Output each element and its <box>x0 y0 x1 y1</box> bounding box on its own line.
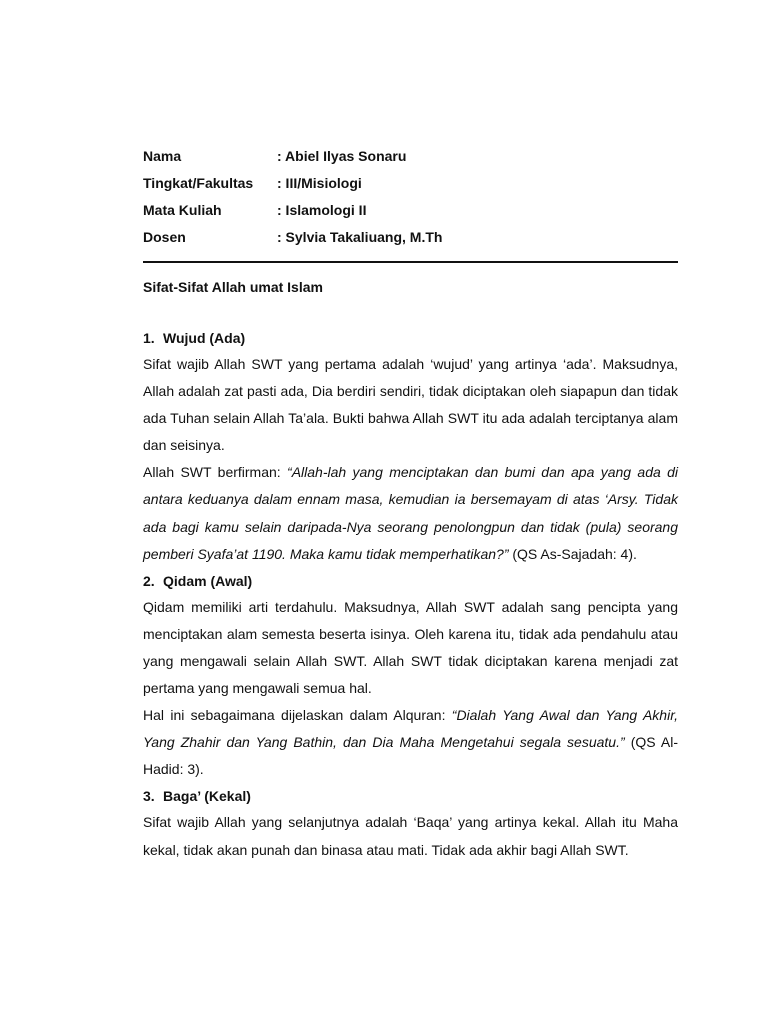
info-value: : Sylvia Takaliuang, M.Th <box>277 229 443 245</box>
section-heading-qidam <box>143 568 678 594</box>
info-row-dosen <box>143 224 678 251</box>
info-row-tingkat-fakultas <box>143 170 678 197</box>
section-heading-baqa <box>143 783 678 809</box>
paragraph-with-quote <box>143 459 678 567</box>
paragraph-with-quote <box>143 702 678 783</box>
section-title: Qidam (Awal) <box>163 572 253 589</box>
info-value: : III/Misiologi <box>277 175 362 191</box>
section-title: Wujud (Ada) <box>163 330 246 346</box>
section-heading-wujud <box>143 325 678 351</box>
quran-quote: “Dialah Yang Awal dan Yang Akhir, Yang Zhahir dan Yang Bathin, dan Dia Maha Mengetahui segala sesuatu.” <box>143 707 678 751</box>
section-number: 3. <box>143 788 155 805</box>
paragraph: Sifat wajib Allah SWT yang pertama adalah ‘wujud’ yang artinya ‘ada’. Maksudnya, Allah adalah zat pasti ada, Dia berdiri sendiri, tidak diciptakan oleh siapapun dan tidak ada Tuhan selain Allah Ta’ala. Bukti bahwa Allah SWT itu ada adalah terciptanya alam dan seisinya. <box>143 356 678 454</box>
info-row-nama <box>143 143 678 170</box>
quote-intro: Hal ini sebagaimana dijelaskan dalam Alquran: <box>143 707 452 724</box>
info-value: : Abiel Ilyas Sonaru <box>277 148 407 164</box>
quote-reference: (QS Al-Hadid: 3). <box>143 734 678 778</box>
horizontal-divider <box>143 261 678 263</box>
paragraph: Sifat wajib Allah yang selanjutnya adalah ‘Baqa’ yang artinya kekal. Allah itu Maha kekal, tidak akan punah dan binasa atau mati. Tidak ada akhir bagi Allah SWT. <box>143 814 678 858</box>
student-info-table <box>143 143 678 251</box>
info-label: Mata Kuliah <box>143 202 222 218</box>
info-row-mata-kuliah <box>143 197 678 224</box>
info-label: Tingkat/Fakultas <box>143 175 254 191</box>
paragraph: Qidam memiliki arti terdahulu. Maksudnya, Allah SWT adalah sang pencipta yang menciptakan alam semesta beserta isinya. Oleh karena itu, tidak ada pendahulu atau yang mengawali selain Allah SWT. Allah SWT tidak diciptakan karena menjadi zat pertama yang mengawali semua hal. <box>143 598 678 697</box>
section-number: 2. <box>143 572 155 589</box>
info-label: Nama <box>143 148 182 164</box>
document-title: Sifat-Sifat Allah umat Islam <box>143 279 323 295</box>
section-title: Baga’ (Kekal) <box>163 788 251 805</box>
section-number: 1. <box>143 330 155 346</box>
quote-intro: Allah SWT berfirman: <box>143 464 288 481</box>
quote-reference: (QS As-Sajadah: 4). <box>508 545 637 562</box>
info-label: Dosen <box>143 229 186 245</box>
quran-quote: “Allah-lah yang menciptakan dan bumi dan apa yang ada di antara keduanya dalam ennam masa, kemudian ia bersemayam di atas ‘Arsy. Tidak ada bagi kamu selain daripada-Nya seorang penolongpun dan tidak (pula) seorang pemberi Syafa’at 1190. Maka kamu tidak memperhatikan?” <box>143 464 679 562</box>
document-body <box>143 143 678 864</box>
info-value: : Islamologi II <box>277 202 367 218</box>
